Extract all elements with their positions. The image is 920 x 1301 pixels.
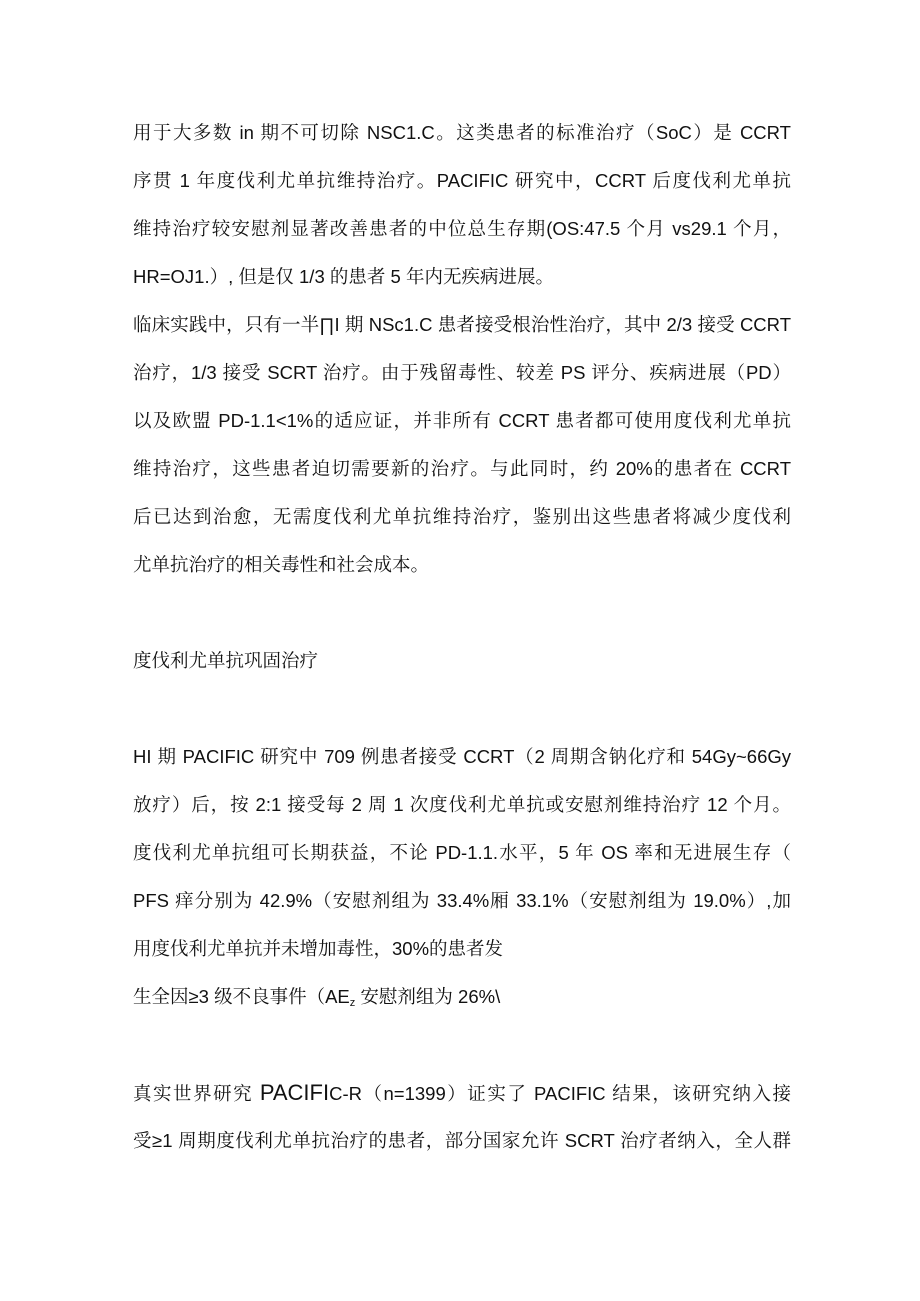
text-segment: 真实世界研究 [133, 1083, 260, 1104]
text-line: 治疗，1/3 接受 SCRT 治疗。由于残留毒性、较差 PS 评分、疾病进展（PD） [133, 362, 791, 383]
text-line: PFS 痒分别为 42.9%（安慰剂组为 33.4%厢 33.1%（安慰剂组为 19.0%）,加 [133, 890, 791, 911]
text-line: 度伐利尤单抗组可长期获益，不论 PD-1.1.水平，5 年 OS 率和无进展生存（ [133, 842, 791, 863]
spacer [133, 1021, 791, 1069]
text-segment: C-R（n=1399）证实了 PACIFIC 结果，该研究纳入接 [329, 1083, 791, 1104]
study-name-large: PACIFI [259, 1080, 330, 1105]
text-line: 维持治疗，这些患者迫切需要新的治疗。与此同时，约 20%的患者在 CCRT [133, 458, 791, 479]
text-line: 以及欧盟 PD-1.1<1%的适应证，并非所有 CCRT 患者都可使用度伐利尤单抗 [133, 410, 791, 431]
text-line: 用度伐利尤单抗并未增加毒性，30%的患者发 [133, 938, 504, 959]
paragraph-real-world-study [133, 1069, 791, 1165]
text-segment: 生全因≥3 级不良事件（AE [133, 986, 350, 1007]
text-line: 后已达到治愈，无需度伐利尤单抗维持治疗，鉴别出这些患者将减少度伐利 [133, 506, 791, 527]
text-line: HI 期 PACIFIC 研究中 709 例患者接受 CCRT（2 周期含钠化疗和 54Gy~66Gy [133, 746, 791, 767]
text-line [133, 1069, 791, 1117]
text-segment: 安慰剂组为 26%\ [355, 986, 501, 1007]
paragraph-clinical-practice [133, 301, 791, 589]
text-line: 临床实践中，只有一半∏I 期 NSc1.C 患者接受根治性治疗，其中 2/3 接受 CCRT [133, 314, 791, 335]
spacer [133, 589, 791, 637]
text-line: 放疗）后，按 2:1 接受每 2 周 1 次度伐利尤单抗或安慰剂维持治疗 12 个月。 [133, 794, 791, 815]
text-line: 序贯 1 年度伐利尤单抗维持治疗。PACIFIC 研究中，CCRT 后度伐利尤单抗 [133, 170, 791, 191]
document-page [133, 109, 791, 1165]
text-line: 用于大多数 in 期不可切除 NSC1.C。这类患者的标准治疗（SoC）是 CCRT [133, 122, 791, 143]
spacer [133, 685, 791, 733]
paragraph-standard-of-care [133, 109, 791, 301]
text-line: 维持治疗较安慰剂显著改善患者的中位总生存期(OS:47.5 个月 vs29.1 个月， [133, 218, 791, 239]
subscript-text: z [349, 997, 356, 1009]
text-line: 尤单抗治疗的相关毒性和社会成本。 [133, 554, 430, 575]
section-heading: 度伐利尤单抗巩固治疗 [133, 650, 319, 671]
text-line: 受≥1 周期度伐利尤单抗治疗的患者，部分国家允许 SCRT 治疗者纳入，全人群 [133, 1130, 791, 1151]
text-line: HR=OJ1.）, 但是仅 1/3 的患者 5 年内无疾病进展。 [133, 266, 554, 287]
text-line-adverse-events [133, 973, 791, 1021]
paragraph-pacific-study [133, 733, 791, 1021]
